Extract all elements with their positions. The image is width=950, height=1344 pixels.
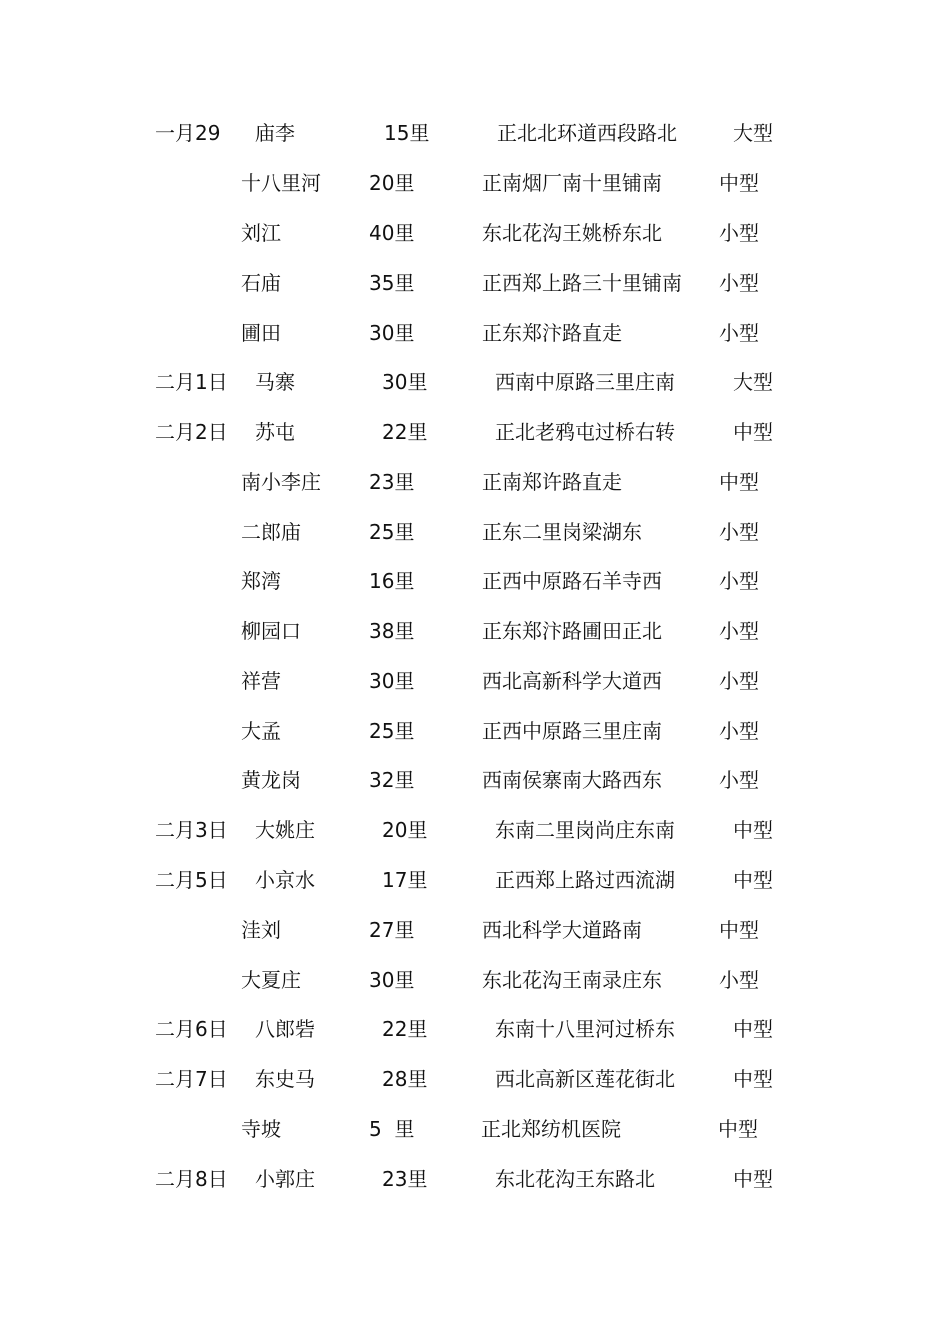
date-cell: 二月8日 — [155, 1167, 228, 1191]
place-cell: 圃田 — [241, 321, 281, 345]
place-cell: 十八里河 — [241, 171, 321, 195]
size-cell: 中型 — [733, 420, 773, 444]
distance-cell: 40里 — [369, 221, 415, 245]
direction-cell: 东北花沟王姚桥东北 — [482, 221, 662, 245]
list-row — [0, 367, 950, 397]
place-cell: 庙李 — [255, 121, 295, 145]
direction-cell: 东南十八里河过桥东 — [495, 1017, 675, 1041]
distance-cell: 22里 — [382, 1017, 428, 1041]
place-cell: 小郭庄 — [255, 1167, 315, 1191]
list-row — [0, 865, 950, 895]
distance-cell: 30里 — [369, 321, 415, 345]
place-cell: 洼刘 — [241, 918, 281, 942]
size-cell: 大型 — [733, 370, 773, 394]
size-cell: 小型 — [719, 321, 759, 345]
size-cell: 小型 — [719, 968, 759, 992]
list-row — [0, 616, 950, 646]
direction-cell: 正南烟厂南十里铺南 — [482, 171, 662, 195]
distance-cell: 20里 — [369, 171, 415, 195]
list-row — [0, 168, 950, 198]
size-cell: 中型 — [733, 1067, 773, 1091]
direction-cell: 正北郑纺机医院 — [481, 1117, 621, 1141]
distance-cell: 38里 — [369, 619, 415, 643]
size-cell: 中型 — [733, 868, 773, 892]
size-cell: 中型 — [718, 1117, 758, 1141]
place-cell: 柳园口 — [241, 619, 301, 643]
size-cell: 中型 — [719, 918, 759, 942]
place-cell: 祥营 — [241, 669, 281, 693]
size-cell: 小型 — [719, 768, 759, 792]
distance-cell: 23里 — [382, 1167, 428, 1191]
direction-cell: 正西郑上路三十里铺南 — [482, 271, 682, 295]
distance-cell: 30里 — [369, 669, 415, 693]
place-cell: 马寨 — [255, 370, 295, 394]
distance-cell: 30里 — [382, 370, 428, 394]
direction-cell: 西南侯寨南大路西东 — [482, 768, 662, 792]
distance-cell: 28里 — [382, 1067, 428, 1091]
list-row — [0, 417, 950, 447]
distance-cell: 23里 — [369, 470, 415, 494]
list-row — [0, 318, 950, 348]
place-cell: 郑湾 — [241, 569, 281, 593]
size-cell: 中型 — [719, 171, 759, 195]
direction-cell: 西北高新区莲花街北 — [495, 1067, 675, 1091]
distance-cell: 27里 — [369, 918, 415, 942]
list-row — [0, 1164, 950, 1194]
distance-cell: 17里 — [382, 868, 428, 892]
direction-cell: 西北科学大道路南 — [482, 918, 642, 942]
size-cell: 小型 — [719, 569, 759, 593]
date-cell: 二月2日 — [155, 420, 228, 444]
direction-cell: 东南二里岗尚庄东南 — [495, 818, 675, 842]
size-cell: 小型 — [719, 271, 759, 295]
distance-cell: 32里 — [369, 768, 415, 792]
list-row — [0, 716, 950, 746]
date-cell: 二月1日 — [155, 370, 228, 394]
list-row — [0, 915, 950, 945]
list-row — [0, 815, 950, 845]
direction-cell: 西南中原路三里庄南 — [495, 370, 675, 394]
list-row — [0, 517, 950, 547]
direction-cell: 正东二里岗梁湖东 — [482, 520, 642, 544]
size-cell: 小型 — [719, 520, 759, 544]
size-cell: 小型 — [719, 619, 759, 643]
place-cell: 寺坡 — [241, 1117, 281, 1141]
place-cell: 刘江 — [241, 221, 281, 245]
place-cell: 南小李庄 — [241, 470, 321, 494]
direction-cell: 正东郑汴路直走 — [482, 321, 622, 345]
size-cell: 中型 — [719, 470, 759, 494]
distance-cell: 5 里 — [369, 1117, 415, 1141]
place-cell: 大孟 — [241, 719, 281, 743]
direction-cell: 正西中原路石羊寺西 — [482, 569, 662, 593]
distance-cell: 15里 — [384, 121, 430, 145]
size-cell: 大型 — [733, 121, 773, 145]
direction-cell: 正北北环道西段路北 — [497, 121, 677, 145]
distance-cell: 16里 — [369, 569, 415, 593]
distance-cell: 20里 — [382, 818, 428, 842]
place-cell: 大姚庄 — [255, 818, 315, 842]
distance-cell: 35里 — [369, 271, 415, 295]
direction-cell: 西北高新科学大道西 — [482, 669, 662, 693]
size-cell: 中型 — [733, 1167, 773, 1191]
distance-cell: 25里 — [369, 719, 415, 743]
date-cell: 二月7日 — [155, 1067, 228, 1091]
place-cell: 二郎庙 — [241, 520, 301, 544]
list-row — [0, 218, 950, 248]
list-row — [0, 965, 950, 995]
size-cell: 小型 — [719, 669, 759, 693]
date-cell: 一月29 — [155, 121, 221, 145]
direction-cell: 正东郑汴路圃田正北 — [482, 619, 662, 643]
place-cell: 石庙 — [241, 271, 281, 295]
list-row — [0, 268, 950, 298]
list-row — [0, 1064, 950, 1094]
list-row — [0, 666, 950, 696]
direction-cell: 正北老鸦屯过桥右转 — [495, 420, 675, 444]
place-cell: 大夏庄 — [241, 968, 301, 992]
direction-cell: 东北花沟王东路北 — [495, 1167, 655, 1191]
size-cell: 中型 — [733, 818, 773, 842]
place-cell: 黄龙岗 — [241, 768, 301, 792]
size-cell: 小型 — [719, 719, 759, 743]
direction-cell: 正南郑许路直走 — [482, 470, 622, 494]
size-cell: 小型 — [719, 221, 759, 245]
list-row — [0, 765, 950, 795]
list-row — [0, 118, 950, 148]
distance-cell: 25里 — [369, 520, 415, 544]
direction-cell: 正西郑上路过西流湖 — [495, 868, 675, 892]
place-cell: 八郎砦 — [255, 1017, 315, 1041]
date-cell: 二月5日 — [155, 868, 228, 892]
list-row — [0, 467, 950, 497]
place-cell: 东史马 — [255, 1067, 315, 1091]
direction-cell: 东北花沟王南录庄东 — [482, 968, 662, 992]
size-cell: 中型 — [733, 1017, 773, 1041]
distance-cell: 30里 — [369, 968, 415, 992]
date-cell: 二月6日 — [155, 1017, 228, 1041]
place-cell: 苏屯 — [255, 420, 295, 444]
list-row — [0, 1014, 950, 1044]
direction-cell: 正西中原路三里庄南 — [482, 719, 662, 743]
distance-cell: 22里 — [382, 420, 428, 444]
list-row — [0, 1114, 950, 1144]
date-cell: 二月3日 — [155, 818, 228, 842]
place-cell: 小京水 — [255, 868, 315, 892]
list-row — [0, 566, 950, 596]
